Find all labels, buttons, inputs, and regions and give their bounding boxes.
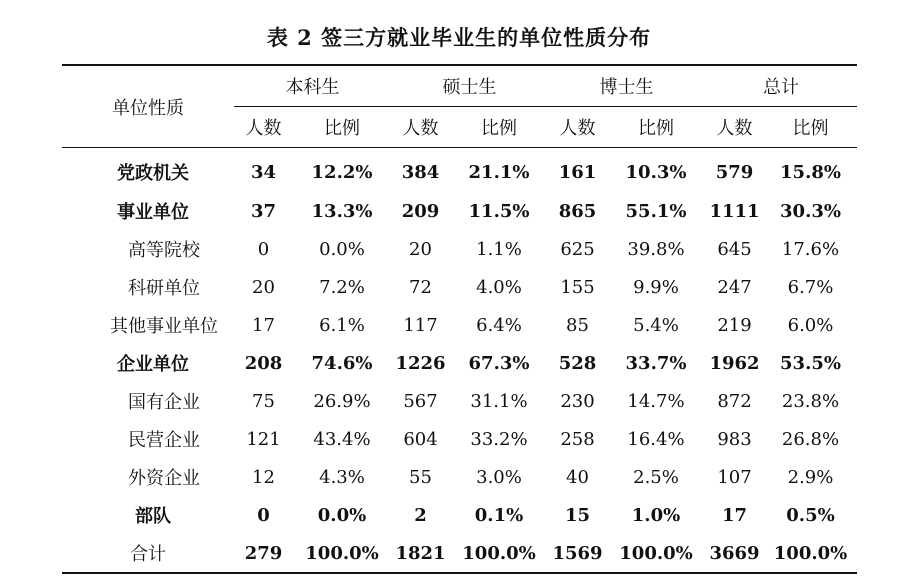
cell-ratio: 14.7% [627, 390, 685, 412]
cell-count: 258 [560, 428, 595, 450]
cell-ratio: 0.0% [319, 238, 365, 260]
header-ratio: 比例 [764, 107, 857, 148]
cell-ratio: 6.4% [476, 314, 522, 336]
cell-ratio: 17.6% [781, 238, 840, 260]
table-row [62, 458, 857, 496]
row-category-label: 党政机关 [117, 163, 189, 184]
table-row [62, 230, 857, 268]
cell-count: 34 [250, 161, 277, 183]
cell-count: 0 [257, 504, 270, 526]
table-row [62, 268, 857, 306]
table-row [62, 344, 857, 382]
cell-ratio: 55.1% [625, 200, 687, 222]
cell-ratio: 26.8% [781, 428, 840, 450]
cell-count: 384 [401, 161, 440, 183]
cell-count: 1569 [548, 534, 607, 573]
table-row [62, 306, 857, 344]
cell-count: 17 [252, 314, 275, 336]
row-category-label: 事业单位 [117, 202, 189, 223]
cell-count: 55 [409, 466, 432, 488]
cell-ratio: 7.2% [319, 276, 365, 298]
table-row [62, 420, 857, 458]
cell-count: 117 [403, 314, 438, 336]
cell-count: 872 [717, 390, 752, 412]
cell-ratio: 100.0% [764, 534, 857, 573]
cell-ratio: 6.1% [319, 314, 365, 336]
cell-count: 121 [246, 428, 281, 450]
cell-ratio: 0.1% [474, 504, 524, 526]
cell-ratio: 0.0% [317, 504, 367, 526]
header-count: 人数 [705, 107, 764, 148]
cell-ratio: 6.0% [787, 314, 834, 336]
row-category-label: 高等院校 [128, 240, 200, 261]
header-ratio: 比例 [293, 107, 391, 148]
cell-ratio: 53.5% [780, 352, 841, 374]
cell-ratio: 33.7% [625, 352, 687, 374]
row-category-label: 民营企业 [128, 430, 200, 451]
cell-count: 107 [717, 466, 752, 488]
cell-ratio: 30.3% [780, 200, 841, 222]
row-category-label: 外资企业 [128, 468, 200, 489]
row-category-label: 科研单位 [128, 278, 200, 299]
cell-ratio: 33.2% [470, 428, 528, 450]
cell-count: 604 [403, 428, 438, 450]
cell-ratio: 100.0% [293, 534, 391, 573]
cell-count: 155 [560, 276, 595, 298]
cell-ratio: 16.4% [627, 428, 685, 450]
cell-count: 247 [717, 276, 752, 298]
cell-count: 567 [403, 390, 438, 412]
cell-count: 528 [558, 352, 597, 374]
cell-ratio: 5.4% [633, 314, 679, 336]
cell-ratio: 13.3% [311, 200, 373, 222]
header-group-total: 总计 [705, 65, 857, 107]
header-row-label: 单位性质 [62, 65, 234, 148]
cell-count: 230 [560, 390, 595, 412]
cell-ratio: 4.3% [319, 466, 365, 488]
header-count: 人数 [391, 107, 450, 148]
cell-count: 279 [234, 534, 293, 573]
cell-count: 72 [409, 276, 432, 298]
cell-count: 1962 [709, 352, 760, 374]
row-category-label: 其他事业单位 [110, 316, 218, 337]
cell-count: 15 [564, 504, 591, 526]
table-row [62, 148, 857, 193]
cell-ratio: 26.9% [313, 390, 371, 412]
table-row [62, 192, 857, 230]
cell-count: 1821 [391, 534, 450, 573]
table-header [62, 65, 857, 148]
cell-count: 625 [560, 238, 595, 260]
cell-ratio: 11.5% [468, 200, 530, 222]
cell-ratio: 43.4% [313, 428, 371, 450]
cell-ratio: 6.7% [787, 276, 834, 298]
cell-count: 579 [715, 161, 754, 183]
cell-ratio: 12.2% [311, 161, 373, 183]
table-row [62, 382, 857, 420]
cell-count: 1226 [395, 352, 446, 374]
row-category-label: 国有企业 [128, 392, 200, 413]
cell-count: 0 [257, 238, 270, 260]
cell-count: 1111 [709, 200, 760, 222]
cell-ratio: 2.5% [633, 466, 679, 488]
cell-ratio: 21.1% [468, 161, 530, 183]
header-ratio: 比例 [607, 107, 705, 148]
table-row [62, 496, 857, 534]
cell-ratio: 1.0% [631, 504, 681, 526]
cell-ratio: 74.6% [311, 352, 373, 374]
cell-count: 2 [414, 504, 427, 526]
cell-ratio: 15.8% [780, 161, 841, 183]
cell-count: 208 [244, 352, 283, 374]
cell-count: 219 [717, 314, 752, 336]
cell-ratio: 1.1% [476, 238, 522, 260]
row-category-label: 企业单位 [117, 354, 189, 375]
cell-count: 37 [250, 200, 277, 222]
cell-count: 20 [409, 238, 432, 260]
cell-count: 12 [252, 466, 275, 488]
header-group-master: 硕士生 [391, 65, 548, 107]
cell-ratio: 23.8% [781, 390, 840, 412]
cell-count: 20 [252, 276, 275, 298]
cell-ratio: 0.5% [786, 504, 835, 526]
cell-count: 85 [566, 314, 589, 336]
cell-ratio: 39.8% [627, 238, 685, 260]
row-category-label: 部队 [135, 506, 171, 527]
distribution-table [62, 64, 857, 574]
cell-ratio: 31.1% [470, 390, 528, 412]
cell-count: 3669 [705, 534, 764, 573]
cell-count: 161 [558, 161, 597, 183]
cell-count: 209 [401, 200, 440, 222]
header-group-undergrad: 本科生 [234, 65, 391, 107]
cell-ratio: 3.0% [476, 466, 522, 488]
header-group-doctor: 博士生 [548, 65, 705, 107]
cell-count: 75 [252, 390, 275, 412]
cell-ratio: 100.0% [607, 534, 705, 573]
cell-count: 865 [558, 200, 597, 222]
cell-ratio: 100.0% [450, 534, 548, 573]
cell-count: 17 [721, 504, 748, 526]
header-ratio: 比例 [450, 107, 548, 148]
header-count: 人数 [548, 107, 607, 148]
cell-count: 40 [566, 466, 589, 488]
cell-count: 645 [717, 238, 752, 260]
cell-ratio: 9.9% [633, 276, 679, 298]
row-category-label: 合计 [62, 534, 234, 573]
header-count: 人数 [234, 107, 293, 148]
table-row [62, 534, 857, 573]
cell-ratio: 4.0% [476, 276, 522, 298]
table-title: 表 2 签三方就业毕业生的单位性质分布 [266, 25, 652, 50]
cell-ratio: 10.3% [625, 161, 687, 183]
cell-ratio: 2.9% [787, 466, 834, 488]
header-row-groups [62, 65, 857, 107]
table-body [62, 148, 857, 574]
cell-count: 983 [717, 428, 752, 450]
cell-ratio: 67.3% [468, 352, 530, 374]
